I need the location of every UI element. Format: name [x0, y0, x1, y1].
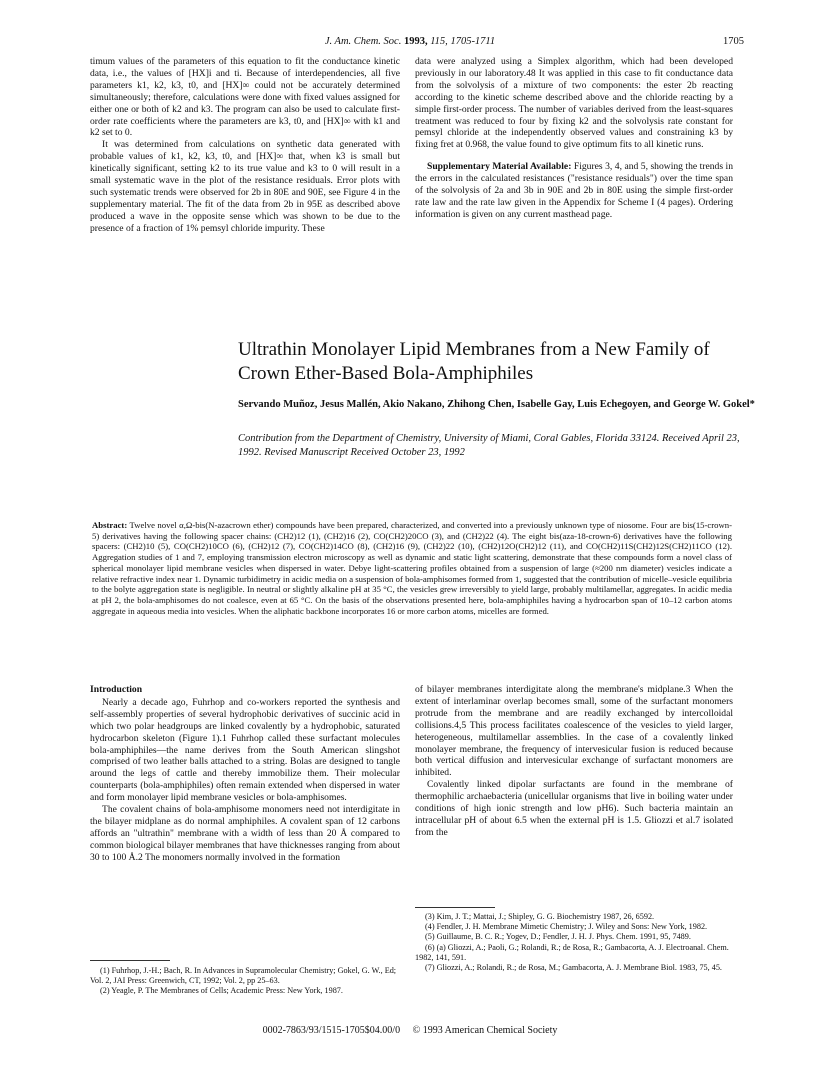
- introduction-paragraph-2: The covalent chains of bola-amphisome monomers need not interdigitate in the bilayer midplane as do normal amphiphiles. A covalent span of 12 carbons affords an "ultrathin" membrane with a width of less than 20 Å compared to common biological bilayer membranes that have thicknesses ranging from about 30 to 100 Å.2 The monomers normally involved in the formation: [90, 804, 400, 863]
- footnotes-left: [90, 966, 400, 997]
- introduction-paragraph-1: Nearly a decade ago, Fuhrhop and co-workers reported the synthesis and self-assembly properties of several hydrophobic derivatives of succinic acid in which two polar headgroups are linked covalently by a hydrophobic, saturated hydrocarbon skeleton (Figure 1).1 Fuhrhop called these surfactant molecules bola-amphiphiles—the name derives from the South American slingshot comprised of two leather balls attached to a string. Bolas are designed to tangle around the legs of cattle and thereby immobilize them. Their molecular counterparts (bola-amphiphiles) often remain extended when dispersed in water and form monolayer lipid membrane vesicles or bola-amphisomes.: [90, 696, 400, 804]
- footnote-divider-right: [415, 907, 495, 908]
- article-title: Ultrathin Monolayer Lipid Membranes from a New Family of Crown Ether-Based Bola-Amphiphiles: [238, 339, 710, 384]
- top-left-column: [90, 56, 400, 235]
- top-right-column: [415, 56, 733, 221]
- footnote-3: (3) Kim, J. T.; Mattai, J.; Shipley, G. G. Biochemistry 1987, 26, 6592.: [425, 912, 655, 921]
- footnote-2: (2) Yeagle, P. The Membranes of Cells; Academic Press: New York, 1987.: [100, 986, 343, 996]
- journal-year: 1993,: [403, 36, 428, 47]
- page-footer: [0, 1025, 820, 1036]
- footnotes-right: [415, 912, 733, 973]
- introduction-heading: Introduction: [90, 684, 143, 695]
- running-head: [0, 36, 820, 47]
- supplementary-label: Supplementary Material Available:: [427, 161, 572, 173]
- article-authors: Servando Muñoz, Jesus Mallén, Akio Nakano, Zhihong Chen, Isabelle Gay, Luis Echegoyen, and George W. Gokel*: [238, 399, 755, 410]
- bottom-left-column: [90, 684, 400, 864]
- footnote-5: (5) Guillaume, B. C. R.; Yogev, D.; Fendler, J. H. J. Phys. Chem. 1991, 95, 7489.: [425, 932, 691, 942]
- abstract: [92, 520, 732, 616]
- supplementary-text: Figures 3, 4, and 5, showing the trends in the errors in the calculated resistances ("resistance residuals") over the time span of the solvolysis of 2a and 3b in 90E and 2b in 80E using the simple first-order rate law and the rate law given in the Appendix for Scheme I (4 pages). Ordering information is given on any current masthead page.: [415, 161, 733, 220]
- article-affiliation: Contribution from the Department of Chemistry, University of Miami, Coral Gables, Florida 33124. Received April 23, 1992. Revised Manuscript Received October 23, 1992: [238, 433, 740, 458]
- journal-name: J. Am. Chem. Soc.: [324, 36, 402, 47]
- copyright: © 1993 American Chemical Society: [412, 1025, 558, 1036]
- footnote-6: (6) (a) Gliozzi, A.; Paoli, G.; Rolandi, R.; de Rosa, R.; Gambacorta, A. J. Electroanal. Chem. 1982, 141, 591.: [415, 942, 729, 962]
- bottom-right-column: [415, 684, 733, 839]
- journal-volume: 115,: [430, 36, 448, 47]
- page-number: 1705: [723, 36, 744, 47]
- footnote-1: (1) Fuhrhop, J.-H.; Bach, R. In Advances in Supramolecular Chemistry; Gokel, G. W., Ed; Vol. 2, JAI Press: Greenwich, CT, 1992; Vol. 2, pp 25–63.: [90, 966, 397, 986]
- top-left-paragraph-2: It was determined from calculations on synthetic data generated with probable values of k1, k2, k3, t0, and [HX]∞ that, when k3 is small but kinetically significant, setting k2 to its true value and k3 to 0 will result in a small systematic wave in the plot of the resistance residuals. Error plots with such systematic trends were observed for 2b in 80E and 90E, see Figure 4 in the supplementary material. The fit of the data from 2b in 95E as described above produced a wave in the opposite sense which was shown to be due to the presence of a fraction of 1% pemsyl chloride impurity. These: [90, 139, 400, 234]
- top-left-paragraph-1: timum values of the parameters of this equation to fit the conductance kinetic data, i.e., the values of [HX]i and ti. Because of interdependencies, all five parameters k1, k2, k3, t0, and [HX]∞ could not be accurately determined simultaneously; therefore, calculations were done with fixed values assigned for either one or both of k2 and k3. The program can also be used to calculate first-order rate coefficients where the parameters are k3, t0, and [HX]∞ with k1 and k2 set to 0.: [90, 56, 400, 139]
- abstract-text: Twelve novel α,Ω-bis(N-azacrown ether) compounds have been prepared, characterized, and converted into a previously unknown type of niosome. Four are bis(15-crown-5) derivatives having the following spacer chains: (CH2)12 (1), (CH2)16 (2), CO(CH2)20CO (3), and (CH2)22 (4). The eight bis(aza-18-crown-6) derivatives have the following spacers: (CH2)10 (5), CO(CH2)10CO (6), (CH2)12 (7), CO(CH2)14CO (8), (CH2)16 (9), (CH2)22 (10), (CH2)12O(CH2)12 (11), and CO(CH2)11S(CH2)12S(CH2)11CO (12). Aggregation studies of 1 and 7, employing transmission electron microscopy as well as dynamic and static light scattering, demonstrate that these compounds form a novel class of spherical monolayer lipid membrane vesicles when dispersed in water. Debye light-scattering profiles obtained from a suspension of large (≈200 nm diameter) vesicles indicate a relative refractive index near 1. Dynamic turbidimetry in acidic media on a suspension of bola-amphisomes formed from 1, suggested that the contribution of micelle–vesicle equilibria to the bolyte aggregation state is negligible. In neutral or slightly alkaline pH at 35 °C, the vesicles grew irreversibly to yield large, probably multilamellar, aggregates. In acidic media at pH 2, the bola-amphisomes do not coalesce, even at 65 °C. On the basis of the observations presented here, bola-amphiphiles having a hydrocarbon span of 10–12 carbon atoms aggregate in aqueous media into vesicles. When the aliphatic backbone incorporates 16 or more carbon atoms, micelles are formed.: [92, 520, 733, 616]
- footnote-7: (7) Gliozzi, A.; Rolandi, R.; de Rosa, M.; Gambacorta, A. J. Membrane Biol. 1983, 75, 45.: [425, 963, 722, 973]
- footnote-4: (4) Fendler, J. H. Membrane Mimetic Chemistry; J. Wiley and Sons: New York, 1982.: [425, 922, 708, 932]
- footnote-divider-left: [90, 960, 170, 961]
- right-paragraph-1: of bilayer membranes interdigitate along the membrane's midplane.3 When the extent of interlaminar overlap becomes small, some of the surfactant monomers protrude from the membrane and are readily exchanged by intercolloidal collisions.4,5 This process facilitates coalescence of the vesicles to yield larger, heterogeneous, multilamellar assemblies. In the case of a covalently linked monolayer membrane, the frequency of intervesicular fusion is reduced because both vertical diffusion and intervesicular exchange of surfactant monomers are inhibited.: [415, 684, 733, 779]
- supplementary-material: [415, 161, 733, 221]
- abstract-label: Abstract:: [92, 520, 128, 530]
- journal-pages: 1705-1711: [450, 36, 496, 47]
- article-code: 0002-7863/93/1515-1705$04.00/0: [262, 1025, 401, 1036]
- right-paragraph-2: Covalently linked dipolar surfactants are found in the membrane of thermophilic archaebacteria (unicellular organisms that live in boiling water under conditions of high ionic strength and low pH6). Such bacteria maintain an intracellular pH of about 6.5 when the external pH is 1.5. Gliozzi et al.7 isolated from the: [415, 779, 733, 838]
- top-right-paragraph-1: data were analyzed using a Simplex algorithm, which had been developed previously in our laboratory.48 It was applied in this case to fit conductance data from the solvolysis of a mixture of two components: the ester 2b reacting according to the kinetic scheme described above and the chloride reacting by a simple first-order process. The number of variables derived from the least-squares treatment was reduced to four by fixing k2 and the solvolysis rate constant for pemsyl chloride at the independently observed values and constraining k3 by fixing fret at 0.968, the value found to give optimum fits to all kinetic runs.: [415, 56, 733, 151]
